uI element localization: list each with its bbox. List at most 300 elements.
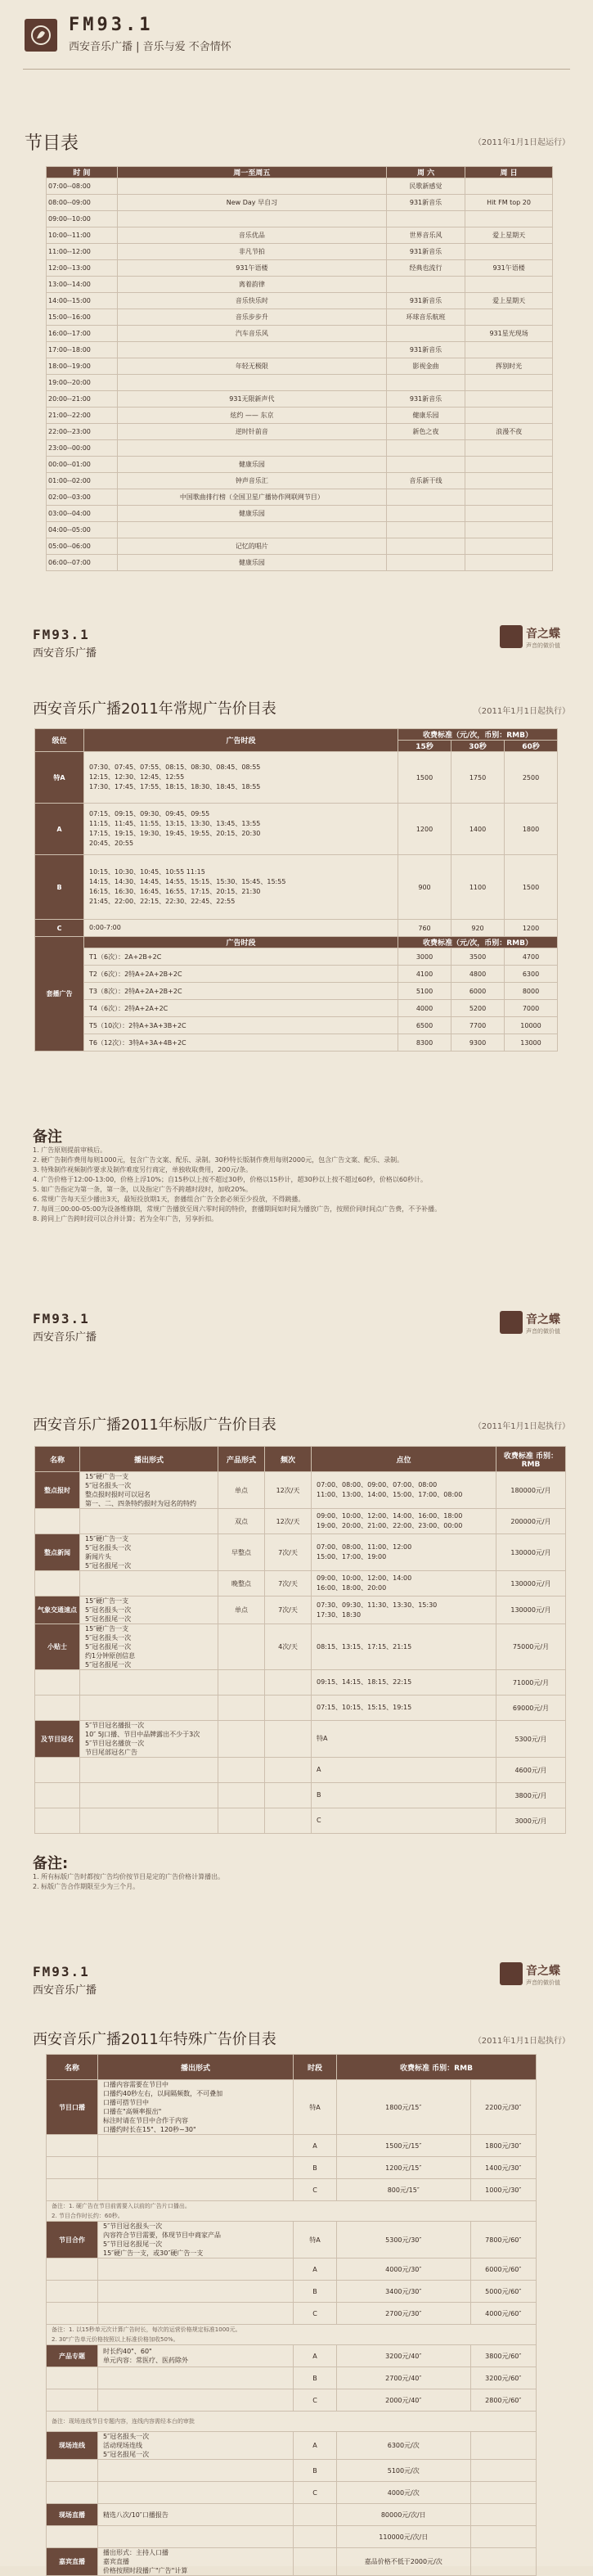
product-cell	[218, 1670, 265, 1696]
station-slogan: 西安音乐广播 | 音乐与爱 不舍情怀	[69, 41, 231, 53]
seal-icon	[500, 1311, 523, 1334]
table-row	[47, 457, 553, 473]
price-cell: 1200元/15″	[337, 2157, 471, 2179]
price-cell: 80000元/次/日	[337, 2504, 471, 2526]
program-cell	[465, 342, 553, 358]
price-cell: 13000	[505, 1034, 558, 1052]
program-cell: New Day 早自习	[118, 195, 387, 211]
frequency-cell	[265, 1758, 312, 1783]
price-cell: 3000	[398, 948, 451, 966]
station-frequency: FM93.1	[69, 15, 154, 35]
program-cell: 世界音乐风	[386, 227, 465, 244]
slots-cell: 07:15、10:15、15:15、19:15	[312, 1696, 496, 1721]
program-cell	[465, 555, 553, 571]
format-cell: 15″硬广告一支 5″冠名报头一次 新闻片头 5″冠名报尾一次	[80, 1534, 218, 1571]
column-header: 播出形式	[80, 1447, 218, 1472]
table-row	[47, 244, 553, 260]
name-cell	[35, 1783, 80, 1808]
column-header: 广告时段	[84, 729, 398, 752]
column-header: 点位	[312, 1447, 496, 1472]
format-cell	[80, 1571, 218, 1596]
notes-list	[33, 1146, 556, 1224]
price-cell: 75000元/月	[496, 1624, 566, 1670]
table-row	[35, 804, 558, 855]
program-cell	[465, 440, 553, 457]
name-cell: 节目口播	[47, 2080, 98, 2135]
program-cell: 挥别时光	[465, 358, 553, 375]
slots-cell: 09:00、10:00、12:00、14:00、16:00、18:00 19:00、20:00、21:00、22:00、23:00、00:00	[312, 1509, 496, 1534]
program-cell: 经典也流行	[386, 260, 465, 277]
time-slots-cell: 10:15、10:30、10:45、10:55 11:15 14:15、14:30、14:45、14:55、15:15、15:30、15:45、15:55 16:15、16:30、16:45、16:55、17:15、20:15、21:30 21:45、22:00、22:15、22:30、22:45、22:55	[84, 855, 398, 920]
program-cell	[386, 506, 465, 522]
page-brand	[33, 627, 97, 660]
table-row	[47, 293, 553, 309]
program-cell	[118, 342, 387, 358]
slot-cell: C	[294, 2303, 337, 2325]
column-header: 名称	[35, 1447, 80, 1472]
price-cell: 4800	[451, 966, 505, 983]
format-cell	[98, 2303, 294, 2325]
table-row	[35, 1534, 566, 1571]
name-cell	[47, 2179, 98, 2201]
program-cell: 音乐优品	[118, 227, 387, 244]
slot-cell: 特A	[294, 2080, 337, 2135]
price-cell: 1400元/30″	[470, 2157, 536, 2179]
time-cell: 08:00--09:00	[47, 195, 118, 211]
slot-cell: A	[294, 2135, 337, 2157]
program-cell	[118, 440, 387, 457]
page-frequency: FM93.1	[33, 1311, 90, 1326]
price-cell: 760	[398, 920, 451, 937]
price-cell: 6300元/次	[337, 2432, 471, 2460]
program-cell: 离着韵律	[118, 277, 387, 293]
format-cell	[98, 2135, 294, 2157]
schedule-header-row	[47, 167, 553, 178]
product-cell	[218, 1808, 265, 1834]
table-row	[35, 948, 558, 966]
note-line: 2. 标版广告合作期限至少为三个月。	[33, 1883, 140, 1890]
format-cell	[98, 2259, 294, 2281]
price-cell: 6000元/60″	[470, 2259, 536, 2281]
name-cell	[47, 2259, 98, 2281]
price-cell: 3400元/30″	[337, 2281, 471, 2303]
price-cell	[470, 2548, 536, 2576]
brand-seal	[500, 625, 560, 661]
table-row	[35, 1034, 558, 1052]
table-row	[35, 1596, 566, 1624]
slots-cell: B	[312, 1783, 496, 1808]
name-cell: 现场直播	[47, 2504, 98, 2526]
table-row	[47, 522, 553, 538]
page-brand	[33, 1311, 97, 1344]
price-cell: 1800元/30″	[470, 2135, 536, 2157]
price-cell: 130000元/月	[496, 1596, 566, 1624]
frequency-cell	[265, 1721, 312, 1758]
product-cell: 单点	[218, 1472, 265, 1509]
table-row	[47, 211, 553, 227]
slots-cell: 09:00、10:00、12:00、14:00 16:00、18:00、20:00	[312, 1571, 496, 1596]
schedule-table	[46, 166, 553, 571]
program-cell: 年轻无极限	[118, 358, 387, 375]
program-cell: 931午语楼	[465, 260, 553, 277]
program-cell: 环球音乐航班	[386, 309, 465, 326]
price-cell	[470, 2526, 536, 2548]
standard-notes	[33, 1855, 225, 1892]
name-cell: 气象交通速点	[35, 1596, 80, 1624]
table-row	[47, 538, 553, 555]
table-row	[35, 1017, 558, 1034]
program-cell	[386, 522, 465, 538]
price-cell: 1200	[505, 920, 558, 937]
frequency-cell	[265, 1670, 312, 1696]
frequency-cell	[265, 1696, 312, 1721]
name-cell	[35, 1758, 80, 1783]
program-cell	[118, 178, 387, 195]
program-cell	[465, 375, 553, 391]
program-cell	[465, 489, 553, 506]
table-row	[47, 489, 553, 506]
price-cell: 2200元/30″	[470, 2080, 536, 2135]
program-cell	[386, 375, 465, 391]
format-cell: 15″硬广告一支 5″冠名报头一次 5″冠名报尾一次 约1分钟原创信息 5″冠名报尾一次	[80, 1624, 218, 1670]
table-row	[47, 260, 553, 277]
slot-cell	[294, 2526, 337, 2548]
column-header: 名称	[47, 2055, 98, 2080]
table-row	[47, 227, 553, 244]
table-row	[35, 966, 558, 983]
program-cell: 记忆的唱片	[118, 538, 387, 555]
format-cell	[98, 2281, 294, 2303]
price-cell: 2500	[505, 752, 558, 804]
program-cell: 爱上星期天	[465, 227, 553, 244]
table-row	[35, 1696, 566, 1721]
package-cell: T5（10次）：2特A+3A+3B+2C	[84, 1017, 398, 1034]
column-header: 收费标准 币别：RMB	[337, 2055, 537, 2080]
program-cell	[118, 522, 387, 538]
price-cell: 4700	[505, 948, 558, 966]
time-cell: 20:00--21:00	[47, 391, 118, 408]
price-cell: 3200元/60″	[470, 2367, 536, 2389]
program-cell: 931午语楼	[118, 260, 387, 277]
time-cell: 06:00--07:00	[47, 555, 118, 571]
note-line: 4. 广告价格于12:00-13:00，价格上浮10%；自15秒以上按不超过30秒，价格以15秒计，超30秒以上按不超过60秒，价格以60秒计。	[33, 1176, 428, 1183]
slots-cell: 特A	[312, 1721, 496, 1758]
price-cell: 6500	[398, 1017, 451, 1034]
time-cell: 23:00--00:00	[47, 440, 118, 457]
format-cell	[98, 2389, 294, 2412]
table-row	[35, 1808, 566, 1834]
special-ads-page	[0, 1931, 593, 2574]
price-cell: 1750	[451, 752, 505, 804]
table-row	[35, 1509, 566, 1534]
slots-cell: 07:00、08:00、09:00、07:00、08:00 11:00、13:00、14:00、15:00、17:00、08:00	[312, 1472, 496, 1509]
standard-ads-title: 西安音乐广播2011年标版广告价目表	[33, 1416, 276, 1434]
table-row	[35, 1571, 566, 1596]
format-cell	[98, 2157, 294, 2179]
slot-cell: C	[294, 2482, 337, 2504]
column-header: 频次	[265, 1447, 312, 1472]
frequency-cell: 12次/天	[265, 1472, 312, 1509]
page-brand	[33, 1964, 97, 1997]
name-cell	[47, 2389, 98, 2412]
frequency-cell: 4次/天	[265, 1624, 312, 1670]
price-cell: 3500	[451, 948, 505, 966]
price-cell: 110000元/次/日	[337, 2526, 471, 2548]
seal-text: 音之蝶	[526, 628, 560, 641]
page-station-name: 西安音乐广播	[33, 1331, 97, 1344]
format-cell: 5″节目冠名播报一次 10″ 5J口播、节目中品牌露出不少于3次 5″节目冠名播放一次 节目尾部冠名广告	[80, 1721, 218, 1758]
table-row	[47, 2345, 537, 2367]
name-cell	[35, 1509, 80, 1534]
table-row	[47, 2157, 537, 2179]
name-cell: 节目合作	[47, 2222, 98, 2259]
regular-ads-note: （2011年1月1日起执行）	[473, 707, 570, 716]
slot-cell: B	[294, 2281, 337, 2303]
program-cell	[465, 277, 553, 293]
time-slots-cell: 0:00-7:00	[84, 920, 398, 937]
format-cell: 口播内容需要在节目中 口播约40秒左右，以间隔频数，不可叠加 口播可搭节目中 口播在"高频率报出" 标注时请在节目中合作于内容 口播约时长在15"、120秒~30"	[98, 2080, 294, 2135]
program-cell: 中国歌曲排行榜（全国卫星广播协作网联网节目）	[118, 489, 387, 506]
program-cell	[465, 408, 553, 424]
price-cell: 5200	[451, 1000, 505, 1017]
table-row	[47, 309, 553, 326]
row-note: 备注：1. 硬广告在节目前需要入以前的广告片口播出。 2. 节目合作时长约：60秒。	[47, 2201, 537, 2222]
price-cell	[470, 2482, 536, 2504]
slot-cell: B	[294, 2157, 337, 2179]
time-cell: 01:00--02:00	[47, 473, 118, 489]
program-cell	[465, 522, 553, 538]
column-header: 收费标准（元/次，币别：RMB）	[398, 729, 558, 741]
program-cell: 931新音乐	[386, 342, 465, 358]
table-row	[35, 1000, 558, 1017]
price-cell: 69000元/月	[496, 1696, 566, 1721]
program-cell: 新色之夜	[386, 424, 465, 440]
table-row	[47, 506, 553, 522]
program-cell	[386, 538, 465, 555]
format-cell	[80, 1670, 218, 1696]
frequency-cell: 7次/天	[265, 1534, 312, 1571]
table-row	[35, 1758, 566, 1783]
time-slots-cell: 07:30、07:45、07:55、08:15、08:30、08:45、08:55 12:15、12:30、12:45、12:55 17:30、17:45、17:55、18:15、18:30、18:45、18:55	[84, 752, 398, 804]
price-cell: 3800元/60″	[470, 2345, 536, 2367]
program-cell: 931星光现场	[465, 326, 553, 342]
time-cell: 05:00--06:00	[47, 538, 118, 555]
price-cell: 130000元/月	[496, 1534, 566, 1571]
price-cell	[470, 2504, 536, 2526]
table-row	[47, 424, 553, 440]
note-row	[47, 2412, 537, 2432]
price-cell: 6300	[505, 966, 558, 983]
table-row	[35, 855, 558, 920]
format-cell: 5″节目冠名报头一次 內容符合节目需要，体现节目中商家产品 5″节目冠名报尾一次 15″硬广告一支，或30″硬广告一支	[98, 2222, 294, 2259]
column-header: 周 六	[386, 167, 465, 178]
note-line: 6. 常规广告每天至少播出3天，最短投放期1天，套播组合广告全套必须至少投放，不得跳播。	[33, 1196, 305, 1203]
column-header: 广告时段	[84, 937, 398, 948]
table-row	[47, 2389, 537, 2412]
program-cell: 931无限新声代	[118, 391, 387, 408]
table-row	[47, 391, 553, 408]
format-cell	[98, 2367, 294, 2389]
seal-subtext: 声音的做价值	[526, 1979, 560, 1986]
program-cell: 爱上星期天	[465, 293, 553, 309]
format-cell	[80, 1696, 218, 1721]
package-cell: T4（6次）：2特A+2A+2C	[84, 1000, 398, 1017]
format-cell: 精选八次/10″口播报告	[98, 2504, 294, 2526]
format-cell: 15″硬广告一支 5″冠名报头一次 5″冠名报尾一次	[80, 1596, 218, 1624]
brand-seal	[500, 1962, 560, 1998]
level-cell: B	[35, 855, 84, 920]
price-cell	[470, 2432, 536, 2460]
table-row	[47, 277, 553, 293]
slot-cell	[294, 2504, 337, 2526]
program-cell	[386, 440, 465, 457]
time-cell: 10:00--11:00	[47, 227, 118, 244]
row-note: 备注：1. 以15秒单元次计算广告时长，每次的运营价格规定标准1000元。 2. 30"广告单元价格按照以上标准价格加收50%。	[47, 2325, 537, 2345]
column-header: 产品形式	[218, 1447, 265, 1472]
price-cell: 5300元/30″	[337, 2222, 471, 2259]
price-cell: 1000元/30″	[470, 2179, 536, 2201]
level-cell: A	[35, 804, 84, 855]
note-row	[47, 2325, 537, 2345]
column-header: 收费标准 币别：RMB	[496, 1447, 566, 1472]
slot-cell: C	[294, 2389, 337, 2412]
price-cell: 920	[451, 920, 505, 937]
program-cell	[465, 178, 553, 195]
price-cell: 71000元/月	[496, 1670, 566, 1696]
seal-subtext: 声音的做价值	[526, 1328, 560, 1335]
price-cell: 嘉品价格不低于2000元/次	[337, 2548, 471, 2576]
program-cell: 健康乐园	[386, 408, 465, 424]
time-cell: 17:00--18:00	[47, 342, 118, 358]
price-cell: 1100	[451, 855, 505, 920]
row-note: 备注：现场连线节目专题内容，连线内容需经本台的审批	[47, 2412, 537, 2432]
table-row	[47, 2460, 537, 2482]
price-cell: 2800元/60″	[470, 2389, 536, 2412]
divider	[23, 69, 570, 70]
note-line: 7. 每周三00:00-05:00为设备维修期，常规广告播放至周六零时间的特价，套播期间如时间为播放广告，按照价同时间点广告费，不予补播。	[33, 1205, 442, 1213]
table-row	[35, 1783, 566, 1808]
note-line: 3. 特殊制作视频制作要求及制作难度另行商定，单独收取费用，200元/条。	[33, 1166, 253, 1173]
slot-cell: C	[294, 2179, 337, 2201]
product-cell: 双点	[218, 1509, 265, 1534]
special-ads-table	[46, 2054, 537, 2576]
table-row	[35, 920, 558, 937]
table-row	[47, 2482, 537, 2504]
header-row	[35, 1447, 566, 1472]
regular-ads-page	[0, 607, 593, 1295]
brand-seal	[500, 1311, 560, 1347]
program-cell	[386, 211, 465, 227]
name-cell	[47, 2367, 98, 2389]
program-cell: 健康乐园	[118, 457, 387, 473]
format-cell	[98, 2179, 294, 2201]
table-row	[47, 2367, 537, 2389]
time-cell: 18:00--19:00	[47, 358, 118, 375]
table-row	[47, 2222, 537, 2259]
slot-cell: A	[294, 2432, 337, 2460]
program-cell: 非凡节拍	[118, 244, 387, 260]
product-cell: 晚整点	[218, 1571, 265, 1596]
column-header: 时段	[294, 2055, 337, 2080]
header-row	[47, 2055, 537, 2080]
table-row	[47, 2080, 537, 2135]
program-cell	[465, 506, 553, 522]
product-cell	[218, 1758, 265, 1783]
level-cell: 特A	[35, 752, 84, 804]
price-cell: 5100元/次	[337, 2460, 471, 2482]
frequency-cell: 7次/天	[265, 1596, 312, 1624]
time-cell: 03:00--04:00	[47, 506, 118, 522]
price-cell: 900	[398, 855, 451, 920]
regular-ads-table	[34, 728, 558, 1052]
program-cell	[465, 391, 553, 408]
price-cell: 1200	[398, 804, 451, 855]
price-cell: 7800元/60″	[470, 2222, 536, 2259]
package-cell: T3（8次）：2特A+2A+2B+2C	[84, 983, 398, 1000]
note-line: 1. 所有标版广告时都按广告均价按节目是定的广告价格计算播出。	[33, 1873, 225, 1880]
price-cell: 5100	[398, 983, 451, 1000]
table-row	[47, 358, 553, 375]
product-cell: 单点	[218, 1596, 265, 1624]
program-cell: 健康乐园	[118, 506, 387, 522]
name-cell	[47, 2157, 98, 2179]
product-cell: 早整点	[218, 1534, 265, 1571]
price-cell: 9300	[451, 1034, 505, 1052]
note-line: 1. 广告原则提前审核后。	[33, 1146, 107, 1154]
program-cell	[386, 326, 465, 342]
table-row	[47, 2135, 537, 2157]
note-line: 5. 如广告指定为第一条，第一条，以及指定广告不跨越时段时，加收20%。	[33, 1186, 252, 1193]
table-row	[47, 195, 553, 211]
price-cell: 5000元/60″	[470, 2281, 536, 2303]
duration-header: 15秒	[398, 741, 451, 752]
time-cell: 13:00--14:00	[47, 277, 118, 293]
program-cell	[465, 244, 553, 260]
name-cell	[47, 2135, 98, 2157]
format-cell	[80, 1783, 218, 1808]
name-cell	[35, 1571, 80, 1596]
column-header: 播出形式	[98, 2055, 294, 2080]
price-cell: 7000	[505, 1000, 558, 1017]
name-cell: 整点报时	[35, 1472, 80, 1509]
time-cell: 00:00--01:00	[47, 457, 118, 473]
name-cell	[35, 1670, 80, 1696]
table-row	[35, 983, 558, 1000]
program-cell: 音乐新干线	[386, 473, 465, 489]
program-cell: 931新音乐	[386, 391, 465, 408]
note-row	[47, 2201, 537, 2222]
time-cell: 02:00--03:00	[47, 489, 118, 506]
column-header: 收费标准（元/次，币别：RMB）	[398, 937, 558, 948]
price-cell: 1500	[398, 752, 451, 804]
page-station-name: 西安音乐广播	[33, 1984, 97, 1997]
program-cell	[465, 538, 553, 555]
time-cell: 21:00--22:00	[47, 408, 118, 424]
name-cell	[47, 2460, 98, 2482]
program-cell	[386, 277, 465, 293]
seal-icon	[500, 625, 523, 648]
time-cell: 09:00--10:00	[47, 211, 118, 227]
time-cell: 04:00--05:00	[47, 522, 118, 538]
name-cell	[47, 2526, 98, 2548]
slots-cell: A	[312, 1758, 496, 1783]
program-cell: 931新音乐	[386, 293, 465, 309]
price-cell: 1800元/15″	[337, 2080, 471, 2135]
name-cell: 嘉宾直播	[47, 2548, 98, 2576]
price-cell: 8300	[398, 1034, 451, 1052]
product-cell	[218, 1624, 265, 1670]
notes-title: 备注	[33, 1128, 62, 1146]
